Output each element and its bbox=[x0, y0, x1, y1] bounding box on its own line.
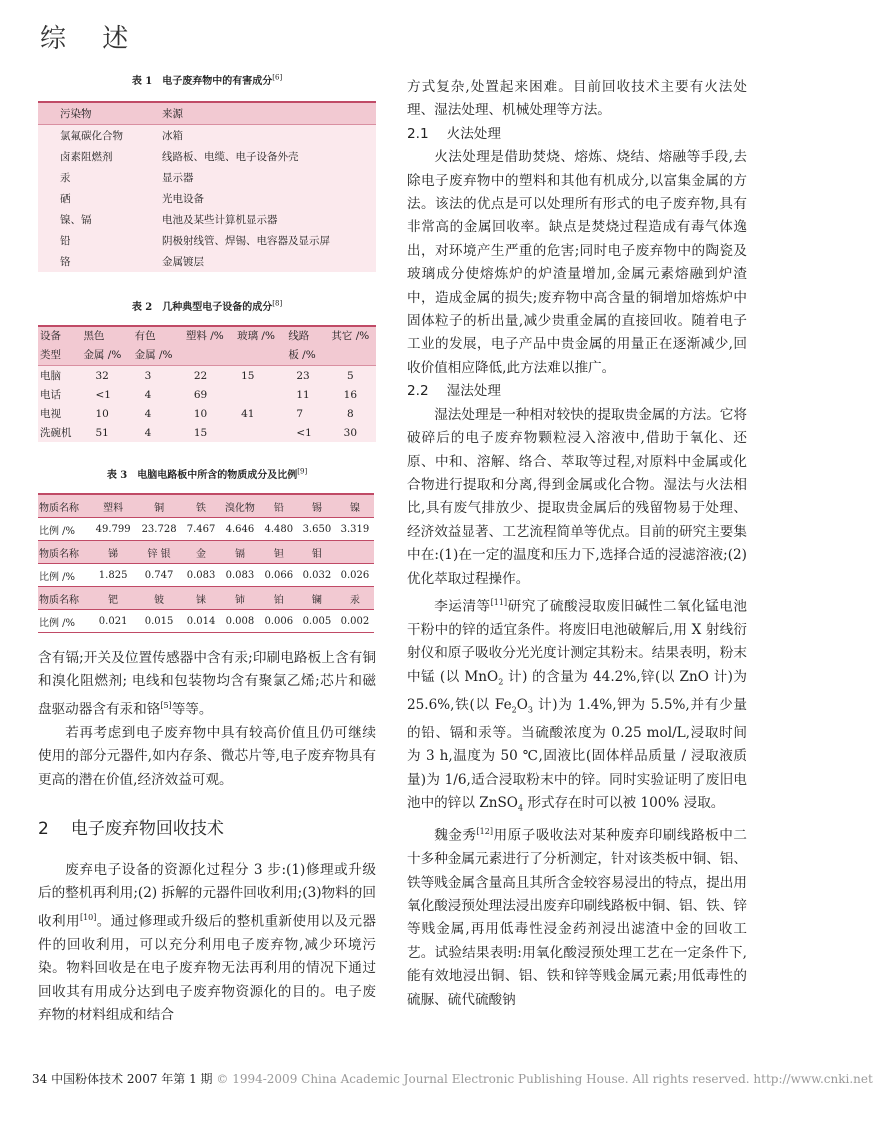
table-cell bbox=[235, 423, 286, 442]
table-cell: 8 bbox=[347, 407, 354, 420]
table-row bbox=[38, 146, 376, 167]
table-row bbox=[38, 125, 376, 147]
body-paragraph: 含有镉;开关及位置传感器中含有汞;印刷电路板上含有铜和溴化阻燃剂; 电线和包装物均含有聚氯乙烯;芯片和磁盘驱动器含有汞和铬[5]等等。 bbox=[38, 650, 376, 718]
table-cell: 22 bbox=[193, 369, 208, 382]
table1 bbox=[38, 101, 376, 272]
table-cell: 铍 bbox=[136, 587, 182, 610]
copyright-notice: © 1994-2009 China Academic Journal Electronic Publishing House. All rights reserved. bbox=[216, 1072, 750, 1086]
table-cell bbox=[235, 385, 286, 404]
table-cell: 铬 bbox=[60, 256, 71, 268]
table-cell: 铈 bbox=[220, 587, 260, 610]
table2-header-cell: 塑料 /% bbox=[184, 326, 235, 346]
table-cell: 23 bbox=[296, 369, 310, 382]
body-paragraph: 火法处理是借助焚烧、熔炼、烧结、熔融等手段,去除电子废弃物中的塑料和其他有机成分,以富集金属的方法。该法的优点是可以处理所有形式的电子废弃物,具有非常高的金属回收率。缺点是焚烧过程造成有毒气体逸出，对环境产生严重的危害;同时电子废弃物中的陶瓷及玻璃成分使熔炼炉的炉渣量增加,金属元素熔融到炉渣中，造成金属的损失;废弃物中高含量的铜增加熔炼炉中固体粒子的析出量,减少贵重金属的直接回收。随着电子工业的发展，电子产品中贵金属的用量正在逐渐减少,回收价值相应降低,此方法难以推广。 bbox=[407, 149, 747, 376]
left-column bbox=[38, 72, 376, 1027]
table-cell: 4 bbox=[144, 388, 152, 401]
table3-name-row bbox=[38, 587, 374, 610]
table-cell: 钽 bbox=[260, 541, 298, 564]
table-cell: 0.005 bbox=[298, 610, 336, 633]
table2-header-cell: 玻璃 /% bbox=[235, 326, 286, 346]
table2-header-cell: 板 /% bbox=[286, 346, 324, 366]
table-cell: 4.646 bbox=[220, 518, 260, 541]
subsection-title: 2.2 湿法处理 bbox=[407, 383, 501, 400]
table-cell: <1 bbox=[95, 388, 111, 401]
table-cell: 7.467 bbox=[182, 518, 220, 541]
table1-header-cell: 污染物 bbox=[38, 102, 144, 125]
body-paragraph: 魏金秀[12]用原子吸收法对某种废弃印刷线路板中二十多种金属元素进行了分析测定，针对该类板中铜、铝、铁等贱金属含量高且其所含金较容易浸出的特点，提出用氧化酸浸预处理法浸出废弃印刷线路板中铜、铝、铁、锌等贱金属,再用低毒性浸金药剂浸出滤渣中金的回收工艺。试验结果表明:用氧化酸浸预处理工艺在一定条件下,能有效地浸出铜、铝、铁和锌等贱金属元素;用低毒性的硫脲、硫代硫酸钠 bbox=[407, 827, 748, 1008]
table-cell: 锌 银 bbox=[136, 541, 182, 564]
subsection-title: 2.1 火法处理 bbox=[407, 125, 501, 142]
table-cell: 10 bbox=[95, 407, 109, 420]
table-cell: 塑料 bbox=[90, 494, 136, 518]
table3-name-row bbox=[38, 541, 374, 564]
table-cell: 铅 bbox=[260, 494, 298, 518]
table-cell: 物质名称 bbox=[38, 541, 90, 564]
table2-header-cell: 设备 bbox=[38, 326, 81, 346]
table-cell: 金属镀层 bbox=[162, 256, 204, 268]
table2-header-row bbox=[38, 326, 376, 346]
table1-header-cell: 来源 bbox=[144, 102, 376, 125]
table-cell: 汞 bbox=[336, 587, 374, 610]
journal-issue: 中国粉体技术 2007 年第 1 期 bbox=[51, 1072, 213, 1086]
table-row bbox=[38, 209, 376, 230]
table2-header-cell bbox=[325, 346, 376, 366]
table-cell: 30 bbox=[343, 426, 358, 439]
table-row bbox=[38, 188, 376, 209]
table-cell: 0.026 bbox=[336, 564, 374, 587]
table-cell: 0.083 bbox=[182, 564, 220, 587]
table-cell: 23.728 bbox=[136, 518, 182, 541]
table-cell: 物质名称 bbox=[38, 494, 90, 518]
table-row bbox=[38, 385, 376, 404]
table-cell: 电脑 bbox=[40, 370, 61, 382]
table-cell: 4.480 bbox=[260, 518, 298, 541]
table-cell: 0.008 bbox=[220, 610, 260, 633]
table2-caption: 表 2 几种典型电子设备的成分[8] bbox=[131, 299, 283, 313]
table3-value-row bbox=[38, 610, 374, 633]
table-cell: 5 bbox=[347, 369, 354, 382]
table3-caption: 表 3 电脑电路板中所含的物质成分及比例[9] bbox=[106, 467, 308, 481]
table-cell: 0.032 bbox=[298, 564, 336, 587]
table-cell: 0.021 bbox=[90, 610, 136, 633]
table-cell: 阴极射线管、焊锡、电容器及显示屏 bbox=[162, 235, 330, 247]
table-cell: 冰箱 bbox=[162, 130, 183, 142]
table-row bbox=[38, 251, 376, 272]
table-cell: 汞 bbox=[60, 172, 71, 184]
section-heading: 综 述 bbox=[40, 24, 143, 54]
table-cell: <1 bbox=[296, 426, 312, 439]
footer-url[interactable]: http://www.cnki.net bbox=[753, 1072, 873, 1086]
table-row bbox=[38, 423, 376, 442]
table-cell: 49.799 bbox=[90, 518, 136, 541]
body-paragraph: 湿法处理是一种相对较快的提取贵金属的方法。它将破碎后的电子废弃物颗粒浸入溶液中,借助于氧化、还原、中和、溶解、络合、萃取等过程,对原料中金属或化合物进行提取和分离,得到金属或化合物。湿法与火法相比,具有废气排放少、提取贵金属后的残留物易于处理、经济效益显著、工艺流程简单等优点。目前的研究主要集中在:(1)在一定的温度和压力下,选择合适的浸滤溶液;(2)优化萃取过程操作。 bbox=[407, 406, 747, 587]
table-cell: 4 bbox=[144, 426, 152, 439]
table2-header-cell bbox=[235, 346, 286, 366]
body-paragraph: 方式复杂,处置起来困难。目前回收技术主要有火法处理、湿法处理、机械处理等方法。 bbox=[407, 79, 747, 119]
table-cell: 镍、镉 bbox=[60, 214, 92, 226]
table2-header-cell: 线路 bbox=[286, 326, 324, 346]
table-cell: 3.650 bbox=[298, 518, 336, 541]
table-cell: 锑 bbox=[90, 541, 136, 564]
table-cell: 铁 bbox=[182, 494, 220, 518]
table-cell: 镉 bbox=[220, 541, 260, 564]
table-cell: 0.066 bbox=[260, 564, 298, 587]
table-cell: 0.015 bbox=[136, 610, 182, 633]
table-cell: 0.083 bbox=[220, 564, 260, 587]
table-cell: 钯 bbox=[90, 587, 136, 610]
table-cell: 1.825 bbox=[90, 564, 136, 587]
table-cell: 3 bbox=[144, 369, 152, 382]
page-number: 34 bbox=[32, 1072, 48, 1086]
table-cell: 铂 bbox=[260, 587, 298, 610]
section-title: 2 电子废弃物回收技术 bbox=[38, 818, 224, 839]
table-cell: 溴化物 bbox=[220, 494, 260, 518]
table-cell: 4 bbox=[144, 407, 152, 420]
table3 bbox=[38, 493, 374, 633]
table2 bbox=[38, 325, 376, 442]
table2-header-cell: 其它 /% bbox=[325, 326, 376, 346]
table-cell: 32 bbox=[95, 369, 109, 382]
table-cell: 16 bbox=[343, 388, 358, 401]
table-cell: 7 bbox=[296, 407, 303, 420]
table-cell: 洗碗机 bbox=[40, 427, 72, 439]
table-cell bbox=[336, 541, 374, 564]
table-row bbox=[38, 366, 376, 386]
table-cell: 卤素阻燃剂 bbox=[60, 151, 113, 163]
table2-header-cell: 类型 bbox=[38, 346, 81, 366]
table3-name-row bbox=[38, 494, 374, 518]
table-cell: 物质名称 bbox=[38, 587, 90, 610]
table-cell: 0.014 bbox=[182, 610, 220, 633]
table-cell: 11 bbox=[296, 388, 310, 401]
table-cell: 金 bbox=[182, 541, 220, 564]
table-cell: 铜 bbox=[136, 494, 182, 518]
table-cell: 41 bbox=[241, 407, 255, 420]
table3-value-row bbox=[38, 564, 374, 587]
table-cell: 镍 bbox=[336, 494, 374, 518]
table-cell: 电视 bbox=[40, 408, 61, 420]
body-paragraph: 废弃电子设备的资源化过程分 3 步:(1)修理或升级后的整机再利用;(2) 拆解的元器件回收利用;(3)物料的回收利用[10]。通过修理或升级后的整机重新使用以及元器件的回收利用，可以充分利用电子废弃物,减少环境污染。物料回收是在电子废弃物无法再利用的情况下通过回收其有用成分达到电子废弃物资源化的目的。电子废弃物的材料组成和结合 bbox=[38, 861, 377, 1023]
table-cell: 15 bbox=[241, 369, 255, 382]
table-cell: 比例 /% bbox=[38, 610, 90, 633]
table-cell: 10 bbox=[193, 407, 208, 420]
table1-caption: 表 1 电子废弃物中的有害成分[6] bbox=[131, 73, 283, 87]
table-cell: 线路板、电缆、电子设备外壳 bbox=[162, 151, 299, 163]
table-cell: 钼 bbox=[298, 541, 336, 564]
table2-header-cell: 金属 /% bbox=[133, 346, 184, 366]
table-cell: 镧 bbox=[298, 587, 336, 610]
table2-header-cell: 有色 bbox=[133, 326, 184, 346]
table-row bbox=[38, 404, 376, 423]
table-cell: 0.002 bbox=[336, 610, 374, 633]
table-cell: 电池及某些计算机显示器 bbox=[162, 214, 278, 226]
table1-header-row bbox=[38, 102, 376, 125]
table3-value-row bbox=[38, 518, 374, 541]
body-paragraph: 若再考虑到电子废弃物中具有较高价值且仍可继续使用的部分元器件,如内存条、微芯片等,电子废弃物具有更高的潜在价值,经济效益可观。 bbox=[38, 724, 376, 788]
right-column bbox=[407, 76, 747, 1012]
page-footer bbox=[32, 1070, 873, 1087]
table2-header-cell: 黑色 bbox=[81, 326, 132, 346]
table-row bbox=[38, 167, 376, 188]
table2-header-cell: 金属 /% bbox=[81, 346, 132, 366]
table-cell: 显示器 bbox=[162, 172, 194, 184]
table-cell: 硒 bbox=[60, 193, 71, 205]
table-cell: 0.747 bbox=[136, 564, 182, 587]
body-paragraph: 李运清等[11]研究了硫酸浸取废旧碱性二氧化锰电池干粉中的锌的适宜条件。将废旧电池破解后,用 X 射线衍射仪和原子吸收分光光度计测定其粉末。结果表明，粉末中锰 (以 MnO$_2$ 计) 的含量为 44.2%,锌(以 ZnO 计)为 25.6%,铁(以 $Fe_2O_3$ 计)为 1.4%,钾为 5.5%,并有少量的铅、镉和汞等。当硫酸浓度为 0.25 mol/L,浸取时间为 3 h,温度为 50 ℃,固液比(固体样品质量 / 浸取液质量)为 1/6,适合浸取粉末中的锌。同时实验证明了废旧电池中的锌以 ZnSO$_4$ 形式存在时可以被 100% 浸取。 bbox=[407, 597, 748, 813]
table-cell: 电话 bbox=[40, 389, 61, 401]
table2-header-row bbox=[38, 346, 376, 366]
table-cell: 光电设备 bbox=[162, 193, 204, 205]
table2-header-cell bbox=[184, 346, 235, 366]
table-cell: 锡 bbox=[298, 494, 336, 518]
table-cell: 比例 /% bbox=[38, 564, 90, 587]
table-cell: 69 bbox=[193, 388, 208, 401]
table-cell: 铅 bbox=[60, 235, 71, 247]
table-cell: 氯氟碳化合物 bbox=[60, 130, 123, 142]
table-cell: 铼 bbox=[182, 587, 220, 610]
table-cell: 51 bbox=[95, 426, 109, 439]
table-cell: 0.006 bbox=[260, 610, 298, 633]
table-row bbox=[38, 230, 376, 251]
table-cell: 比例 /% bbox=[38, 518, 90, 541]
table-cell: 15 bbox=[193, 426, 208, 439]
table-cell: 3.319 bbox=[336, 518, 374, 541]
